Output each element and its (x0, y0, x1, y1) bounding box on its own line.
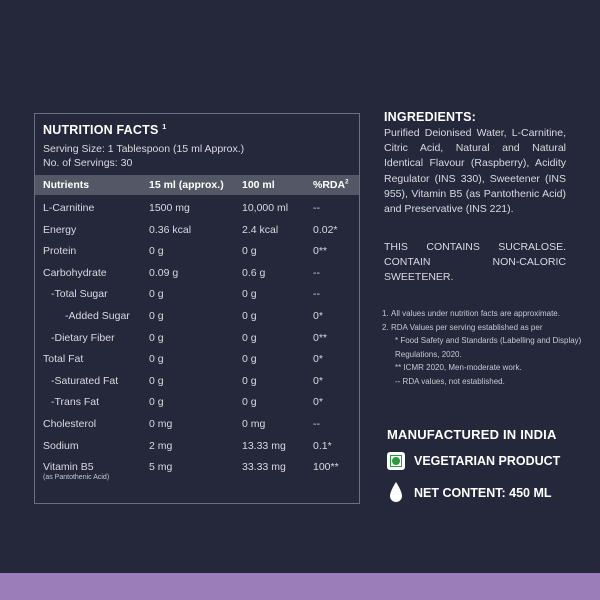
nutrient-name: Carbohydrate (43, 266, 107, 279)
net-content-label: NET CONTENT: 450 ML (414, 486, 552, 500)
value-rda: 0* (313, 374, 323, 387)
value-per-100ml: 0 g (242, 396, 257, 409)
value-per-15ml: 0 g (149, 396, 164, 409)
nutrient-subname: (as Pantothenic Acid) (43, 474, 110, 482)
manufactured-in-india: MANUFACTURED IN INDIA (387, 427, 557, 442)
title-footnote-mark: 1 (162, 123, 167, 131)
value-per-100ml: 0 g (242, 310, 257, 322)
value-per-15ml: 0 g (149, 331, 164, 344)
value-per-15ml: 2 mg (149, 439, 173, 452)
nutrition-row (35, 267, 359, 285)
nutrient-name: Protein (43, 245, 77, 258)
value-per-15ml: 1500 mg (149, 202, 190, 214)
value-per-100ml: 2.4 kcal (242, 223, 279, 236)
value-per-15ml: 0 g (149, 310, 164, 322)
value-rda: 100** (313, 461, 339, 474)
value-per-15ml: 5 mg (149, 461, 173, 474)
nutrition-row (35, 396, 359, 414)
value-rda: 0* (313, 396, 323, 409)
ingredients-text: Purified Deionised Water, L-Carnitine, Citric Acid, Natural and Natural Identical Flavour (Raspberry), Acidity Regulator (INS 330), Sweetener (INS 955), Vitamin B5 (as Pantothenic Acid) and Preservative (INS 221). (384, 127, 566, 216)
droplet-icon (389, 481, 403, 503)
nutrition-table-header (35, 175, 359, 195)
value-rda: -- (313, 288, 320, 301)
nutrition-row (35, 288, 359, 306)
vegetarian-label: VEGETARIAN PRODUCT (414, 454, 561, 468)
value-per-100ml: 0 g (242, 331, 257, 344)
footnote-2-icmr: ** ICMR 2020, Men-moderate work. (395, 363, 522, 372)
value-per-100ml: 33.33 mg (242, 461, 286, 474)
value-rda: 0* (313, 310, 323, 322)
header-per-100ml: 100 ml (242, 179, 275, 191)
value-per-100ml: 0 mg (242, 418, 266, 430)
nutrient-name: Energy (43, 223, 77, 236)
nutrition-row (35, 440, 359, 458)
footnotes (382, 307, 582, 388)
value-rda: 0** (313, 331, 328, 344)
footnote-2-not-established: -- RDA values, not established. (395, 376, 505, 386)
nutrient-name: -Trans Fat (51, 396, 100, 409)
value-per-100ml: 0 g (242, 353, 257, 366)
nutrient-name: Total Fat (43, 353, 84, 366)
value-per-100ml: 0 g (242, 374, 257, 387)
nutrition-row (35, 310, 359, 328)
nutrition-facts-title: NUTRITION FACTS $^1$ (43, 123, 167, 137)
value-rda: 0* (313, 353, 323, 366)
nutrition-facts-panel (34, 113, 360, 504)
header-per-15ml: 15 ml (approx.) (149, 179, 224, 191)
nutrition-row (35, 353, 359, 371)
value-per-100ml: 13.33 mg (242, 439, 286, 452)
nutrition-row (35, 461, 359, 482)
veg-mark-icon (387, 452, 405, 470)
serving-size: Serving Size: 1 Tablespoon (15 ml Approx.) (43, 143, 245, 155)
nutrition-row (35, 202, 359, 220)
value-per-100ml: 0.6 g (242, 266, 266, 279)
value-per-15ml: 0.36 kcal (149, 223, 192, 236)
footnote-2: 2. RDA Values per serving established as per (382, 322, 543, 332)
header-nutrients: Nutrients (43, 179, 90, 191)
footnote-1: 1. All values under nutrition facts are approximate. (382, 309, 560, 318)
value-per-100ml: 0 g (242, 288, 257, 301)
value-rda: -- (313, 418, 320, 430)
value-per-15ml: 0 mg (149, 418, 173, 430)
value-rda: 0.02* (313, 223, 338, 236)
nutrition-row (35, 224, 359, 242)
value-per-15ml: 0 g (149, 245, 164, 258)
ingredients-title: INGREDIENTS: (384, 110, 476, 124)
value-per-15ml: 0 g (149, 374, 164, 387)
nutrient-name: -Added Sugar (65, 310, 130, 322)
value-per-15ml: 0 g (149, 353, 164, 366)
nutrient-name: Vitamin B5 (43, 461, 94, 474)
nutrition-row (35, 375, 359, 393)
nutrient-name: -Saturated Fat (51, 374, 119, 387)
nutrient-name: -Total Sugar (51, 288, 108, 301)
nutrient-name: Cholesterol (43, 418, 97, 430)
nutrient-name: Sodium (43, 439, 79, 452)
nutrient-name: L-Carnitine (43, 202, 95, 214)
number-of-servings: No. of Servings: 30 (43, 157, 133, 169)
nutrition-row (35, 332, 359, 350)
nutrition-row (35, 418, 359, 436)
footnote-2-fssai: * Food Safety and Standards (Labelling and Display) Regulations, 2020. (395, 336, 582, 359)
value-rda: 0** (313, 245, 328, 258)
nutrient-name: -Dietary Fiber (51, 331, 115, 344)
value-per-100ml: 0 g (242, 245, 257, 258)
value-rda: -- (313, 266, 320, 279)
sucralose-notice: THIS CONTAINS SUCRALOSE. CONTAIN NON-CALORIC SWEETENER. (384, 241, 566, 284)
header-rda: %RDA$^2$ (313, 179, 349, 191)
bottom-color-band (0, 573, 600, 600)
value-rda: -- (313, 202, 320, 214)
value-per-15ml: 0 g (149, 288, 164, 301)
nutrition-row (35, 245, 359, 263)
value-rda: 0.1* (313, 439, 332, 452)
value-per-100ml: 10,000 ml (242, 202, 289, 214)
value-per-15ml: 0.09 g (149, 266, 179, 279)
